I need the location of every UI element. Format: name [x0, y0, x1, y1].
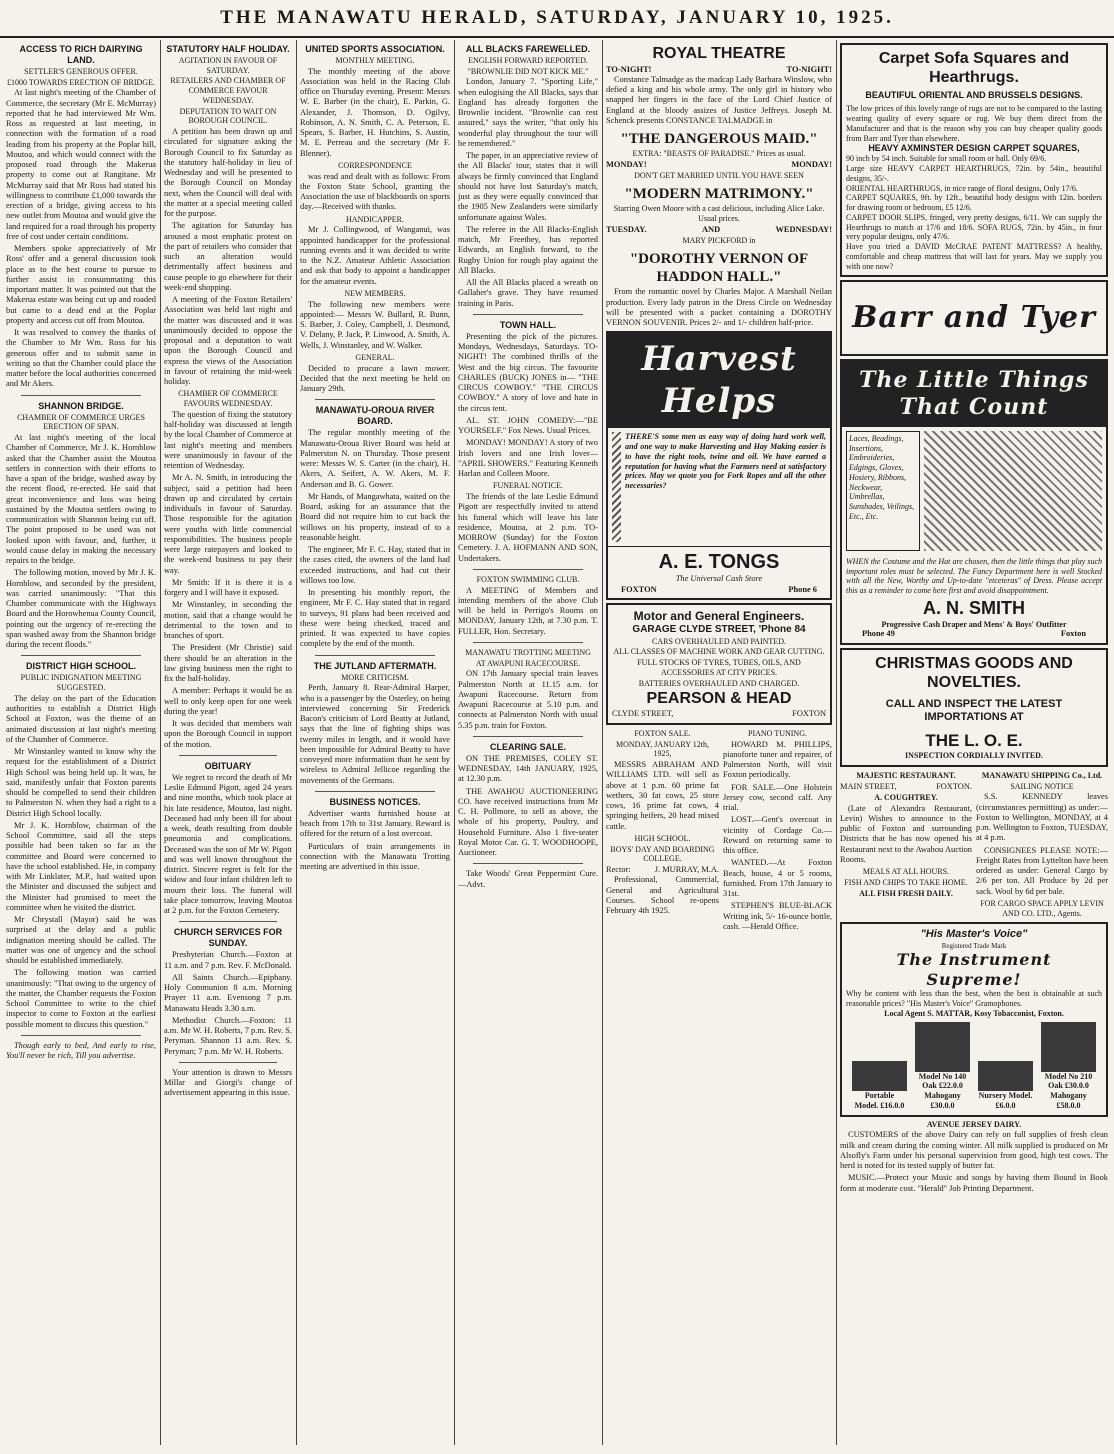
- carpet-line: Large size HEAVY CARPET HEARTHRUGS, 72in. by 54in., beautiful designs, 35/-.: [846, 164, 1102, 183]
- hmv-model: [978, 1061, 1033, 1111]
- harvest-text: THERE'S some men as easy way of doing hard work well, and one way to make Harvesting and Hay Making easier is to have the right tools, twine and oil. We have earned a reputation for having what the Farmers need at satisfactory prices. May we quote you for Fork Ropes and all the other necessaries?: [625, 432, 826, 491]
- divider: [315, 655, 435, 656]
- subheading: PUBLIC INDIGNATION MEETING SUGGESTED.: [20, 673, 142, 693]
- phonograph-icon: [915, 1022, 970, 1072]
- paragraph: Mr Smith: If it is there it is a forgery and I will have it exposed.: [164, 577, 292, 598]
- carpet-sub: BEAUTIFUL ORIENTAL AND BRUSSELS DESIGNS.: [865, 90, 1083, 101]
- column-5: [606, 40, 832, 1445]
- paragraph: Mr Chrystall (Mayor) said he was surprised at the delay and a public indignation meeting should be called. The matter was one of urgency and the school should be established immediately.: [6, 915, 156, 966]
- shipping-cargo: FOR CARGO SPACE APPLY LEVIN AND CO. LTD., Agents.: [980, 898, 1104, 918]
- paragraph: Mr J. K. Hornblow, chairman of the School Committee, said all the steps possible had been taken so far as the committee and Board were concerned to have the school established. He, in company with Mr Linklater, M.P., had waited upon the Minister and discussed the subject and the Minister had promised to meet the committee when he visited the district.: [6, 820, 156, 912]
- notices-left: [840, 770, 972, 920]
- paragraph: CONSIGNEES PLEASE NOTE:— Freight Rates from Lyttelton have been ordered as under: General Cargo by 2/6 per ton. All Produce by 2d per sack. Wool by 6d per bale.: [976, 845, 1108, 896]
- little-things-title: The Little Things That Count: [859, 367, 1089, 421]
- headline: THE JUTLAND AFTERMATH.: [313, 660, 437, 671]
- subheading: NEW MEMBERS.: [344, 288, 406, 298]
- harvest-illustration: [612, 432, 621, 542]
- hmv-title: The Instrument Supreme!: [896, 950, 1052, 989]
- paragraph: ON THE PREMISES, COLEY ST. WEDNESDAY, 14th JANUARY, 1925, at 12.30 p.m.: [458, 753, 598, 784]
- subheading: FUNERAL NOTICE.: [493, 481, 563, 491]
- teaser-line: DON'T GET MARRIED UNTIL YOU HAVE SEEN: [634, 171, 804, 181]
- paragraph: From the romantic novel by Charles Major. A Marshall Neilan production. Every lady patron in the Dress Circle on Wednesday will be presented with a packet containing a DOROTHY VERNON SOUVENIR. Prices 2/- and 1/- children half-price.: [606, 287, 832, 328]
- headline: MANAWATU-OROUA RIVER BOARD.: [315, 405, 435, 427]
- paragraph: The following motion was carried unanimously: "That owing to the urgency of the matter, the Chamber requests the Foxton School Committee to write to the chief inspector to come to Foxton at the earliest possible moment to discuss this question.": [6, 968, 156, 1029]
- phonograph-icon: [1041, 1022, 1096, 1072]
- paragraph: Presenting the pick of the pictures. Mondays, Wednesdays, Saturdays. TO-NIGHT! The combined thrills of the West and the big circus. The favourite CHARLES (BUCK) JONES in— "THE CIRCUS COWBOY." "THE CIRCUS COWBOY." A story of love and hate in the circus tent.: [458, 331, 598, 413]
- headline: SHANNON BRIDGE.: [38, 400, 124, 411]
- hmv-trademark: Registered Trade Mark: [941, 941, 1007, 950]
- paragraph: AL. ST. JOHN COMEDY:—"BE YOURSELF." Fox News. Usual Prices.: [458, 415, 598, 436]
- paragraph: MONDAY! MONDAY! A story of two Irish lovers and one Irish lover— "APRIL SHOWERS." Featuring Kenneth Harlan and Colleen Moore.: [458, 438, 598, 479]
- little-things-list: Laces, Beadings, Insertions, Embroideries, Edgings, Gloves, Hosiery, Ribbons, Neckwear, Umbrellas, Sunshades, Veilings, Etc., Etc.: [846, 431, 920, 551]
- rector-row: [606, 865, 719, 875]
- monday-right: MONDAY!: [791, 160, 832, 170]
- carpet-line: CARPET DOOR SLIPS, fringed, very pretty designs, 6/11. We can supply the Hearthrugs to match at 17/6 and 18/6. SOFA RUGS, 72in. by 45in., in four very popular designs, only 47/6.: [846, 212, 1102, 242]
- hmv-model-price: Portable Model. £16.0.0: [854, 1091, 905, 1110]
- divider: [21, 395, 141, 396]
- subheading: AGITATION IN FAVOUR OF SATURDAY.: [178, 55, 278, 75]
- carpet-ad: [840, 43, 1108, 277]
- hmv-model: [1041, 1022, 1096, 1111]
- rector-name: J. MURRAY, M.A.: [654, 865, 719, 875]
- headline: ACCESS TO RICH DAIRYING LAND.: [19, 44, 143, 65]
- divider: [21, 1035, 141, 1036]
- tonight-left: TO-NIGHT!: [606, 64, 652, 74]
- subheading: DEPUTATION TO WAIT ON BOROUGH COUNCIL.: [179, 106, 277, 126]
- subheading: £1000 TOWARDS ERECTION OF BRIDGE.: [7, 77, 155, 87]
- shipping-heading: MANAWATU SHIPPING Co., Ltd.: [981, 770, 1103, 780]
- paragraph: S.S. KENNEDY leaves (circumstances permitting) as under:— Foxton to Wellington, MONDAY, at 4 p.m. Wellington to Foxton, TUESDAY, at 4 p.m.: [976, 792, 1108, 843]
- paragraph: CUSTOMERS of the above Dairy can rely on full supplies of fresh clean milk and cream during the coming winter. All milk supplied is produced on Mr Alsofly's Farm under his personal supervision from good, high test cows. The herd is noted for its tested supply of butter fat.: [840, 1130, 1108, 1171]
- film-title: "DOROTHY VERNON OF HADDON HALL.": [629, 250, 809, 286]
- tuesday-row: [606, 225, 832, 235]
- classifieds-right: [723, 728, 832, 934]
- jersey-heading: AVENUE JERSEY DAIRY.: [926, 1119, 1022, 1129]
- carpet-text: The low prices of this lovely range of rugs are not to be compared to the lasting wearing quality of every square or rug. We buy them direct from the Manufacturer and that is the reason why you can buy cheaper quality goods from Barr and Tyer than elsewhere.: [846, 104, 1102, 143]
- majestic-meals: MEALS AT ALL HOURS.: [862, 867, 950, 877]
- paragraph: All Saints Church.—Epiphany. Holy Communion 8 a.m. Morning Prayer 11 a.m. Evensong 7 p.m. Manawatu Heads 3.30 a.m.: [164, 972, 292, 1013]
- barr-tyer-logo-block: [840, 280, 1108, 356]
- column-2: [164, 40, 292, 1445]
- paragraph: The President (Mr Christie) said there should be an alteration in the law giving business men the right to fix the half-holiday.: [164, 643, 292, 684]
- classifieds-left: [606, 728, 719, 934]
- paragraph: The engineer, Mr F. C. Hay, stated that in the cases cited, the owners of the land had exceeded instructions, and had cut their willows too low.: [300, 545, 450, 585]
- carpet-line: Have you tried a DAVID McCRAE PATENT MATTRESS? A healthy, comfortable and cheap mattress that will last for years. May we supply you with one now?: [846, 242, 1102, 271]
- motor-line: FULL STOCKS OF TYRES, TUBES, OILS, AND ACCESSORIES AT CITY PRICES.: [637, 658, 801, 677]
- carpet-line: CARPET SQUARES, 9ft. by 12ft., beautiful body designs with 12in. borders for drawing room or bedroom, £5 12/6.: [846, 193, 1102, 213]
- harvest-helps-ad: [606, 331, 832, 599]
- paragraph: Take Woods' Great Peppermint Cure.—Advt.: [458, 869, 598, 889]
- paragraph: The following new members were appointed:— Messrs W. Bullard, R. Bunn, S. Barber, J. Coley, Campbell, J. Desmond, V. Delany, P. Jack, P. Linwood, A. Smith, A. Wells, J. Winstanley, and W. Walker.: [300, 299, 450, 350]
- divider: [179, 1062, 277, 1063]
- hmv-model: [915, 1022, 970, 1111]
- monday-row: [606, 160, 832, 170]
- majestic-heading: MAJESTIC RESTAURANT.: [856, 770, 956, 780]
- harvest-title: Harvest Helps: [641, 339, 797, 421]
- headline: CLEARING SALE.: [489, 741, 566, 752]
- divider: [473, 863, 583, 864]
- divider: [473, 736, 583, 737]
- paragraph: Starring Owen Moore with a cast delicious, including Alice Lake. Usual prices.: [613, 204, 825, 224]
- column-rule: [602, 40, 603, 1445]
- headline: STATUTORY HALF HOLIDAY.: [166, 44, 290, 54]
- majestic-town: FOXTON.: [936, 781, 972, 791]
- headline: OBITUARY: [204, 760, 252, 771]
- subheading: RETAILERS AND CHAMBER OF COMMERCE FAVOUR WEDNESDAY.: [170, 76, 286, 105]
- notices: [840, 770, 1108, 920]
- paragraph: LOST.—Gent's overcoat in vicinity of Cordage Co.—Reward on returning same to this office.: [723, 815, 832, 856]
- barr-tyer-logo: Barr and Tyer: [852, 300, 1096, 336]
- hmv-model-price: Model No 140 Oak £22.0.0 Mahogany £30.0.0: [918, 1071, 967, 1110]
- classifieds: [606, 728, 832, 934]
- subheading: FOXTON SWIMMING CLUB.: [476, 574, 580, 584]
- majestic-fish: FISH AND CHIPS TO TAKE HOME.: [844, 877, 968, 887]
- paragraph: Members spoke appreciatively of Mr Ross' offer and a general discussion took place as to the best course to pursue to further assist in consummating this important matter. It was pointed out that the Makerua estate was being cut up and roaded but came to a dead end at the Poplar property and access cut off from Moutoa.: [6, 244, 156, 325]
- masthead: [0, 0, 1114, 38]
- carpet-line: ORIENTAL HEARTHRUGS, in nice range of floral designs, Only 17/6.: [846, 183, 1078, 193]
- carpet-title: Carpet Sofa Squares and Hearthrugs.: [878, 50, 1070, 87]
- star-line: MARY PICKFORD in: [682, 236, 756, 246]
- majestic-name: A. COUGHTREY.: [874, 792, 938, 802]
- smith-name: A. N. SMITH: [923, 597, 1025, 618]
- paragraph: Professional, Commercial, General and Agricultural Courses. School re-opens February 4th 1925.: [606, 875, 719, 916]
- christmas-firm: THE L. O. E.: [925, 730, 1023, 750]
- paragraph: Methodist Church.—Foxton: 11 a.m. Mr W. H. Roberts, 7 p.m. Rev. S. Peryman. Shannon 11 a.m. Rev. S. Peryman; 7 p.m. Mr W. H. Roberts.: [164, 1015, 292, 1056]
- paragraph: HOWARD M. PHILLIPS, pianoforte tuner and repairer, of Palmerston North, will visit Foxton periodically.: [723, 739, 832, 780]
- paragraph: MESSRS ABRAHAM AND WILLIAMS LTD. will sell as above at 1 p.m. 60 prime fat wethers, 30 fat cows, 25 store cows, 16 prime fat cows, 4 springing heifers, 20 head mixed cattle.: [606, 760, 719, 831]
- phonograph-icon: [978, 1061, 1033, 1091]
- headline: CHURCH SERVICES FOR SUNDAY.: [173, 927, 283, 949]
- subheading: GENERAL.: [355, 352, 395, 362]
- headline: TOWN HALL.: [499, 319, 557, 330]
- harvest-banner: [608, 333, 830, 428]
- headline: UNITED SPORTS ASSOCIATION.: [305, 44, 445, 54]
- paragraph: The referee in the All Blacks-English match, Mr Freethey, has reported Edwards, an English forward, to the Rugby Union for rough play against the All Blacks.: [458, 224, 598, 275]
- headline: BUSINESS NOTICES.: [329, 796, 421, 807]
- divider: [179, 755, 277, 756]
- paragraph: It was decided that members wait upon the Borough Council in support of the motion.: [164, 719, 292, 749]
- paragraph: The friends of the late Leslie Edmund Pigott are respectfully invited to attend his funeral which will leave his late residence, Moutoa, at 2 p.m. TO-MORROW (Sunday) for the Foxton Cemetery. J. A. HOFMANN AND SON, Undertakers.: [458, 492, 598, 563]
- paragraph: The agitation for Saturday has aroused a most emphatic protest on the part of retailers who consider that such an alteration would detrimentally affect business and cause people to go elsewhere for their week-end shopping.: [164, 221, 292, 292]
- paragraph: London, January 7. "Sporting Life," when eulogising the All Blacks, says that England has already forgotten the Brownlie incident. "Brownlie can rest assured," says the writer, "that only his wonderful play throughout the tour will be remembered.": [458, 77, 598, 148]
- paragraph: At last night's meeting of the local Chamber of Commerce, Mr J. K. Hornblow asked that the Chamber assist the Moutoa settlers in connection with their efforts to have a span of the bridge, washed away by the recent flood, re-erected. He said that great inconvenience and loss was being sustained by the Moutoa settlers owing to communication with Shannon being cut off. The point proposed to be used was not looked upon with favour, and, further, it would cause delay in making the necessary repairs to the bridge.: [6, 433, 156, 566]
- paragraph: All the All Blacks placed a wreath on Gallaher's grave. They have resumed training in Paris.: [458, 278, 598, 308]
- tongs-name: A. E. TONGS: [658, 551, 780, 574]
- paragraph: The question of fixing the statutory half-holiday was discussed at length by the local Chamber of Commerce at last night's meeting and members were unanimously in favour of the retention of Wednesday.: [164, 409, 292, 471]
- paragraph: Decided to procure a lawn mower. Decided that the next meeting be held on January 29th.: [300, 363, 450, 394]
- tongs-phone: Phone 6: [788, 584, 817, 594]
- motor-firm: PEARSON & HEAD: [646, 690, 792, 708]
- paragraph: ON 17th January special train leaves Palmerston North at 11.15 a.m. for Awapuni Racecourse. Return from Awapuni Racecourse at 5.10 p.m. and connects at Palmerston North with usual 5.35 p.m. train for Foxton.: [458, 669, 598, 730]
- headline: ALL BLACKS FAREWELLED.: [465, 44, 591, 54]
- sale-date: MONDAY, JANUARY 12th, 1925,: [615, 739, 710, 759]
- rector-label: Rector:: [606, 865, 631, 875]
- subheading: AT AWAPUNI RACECOURSE.: [475, 658, 581, 668]
- harvest-body: [608, 428, 830, 546]
- advertise-verse: Though early to bed, And early to rise, You'll never be rich, Till you advertise.: [6, 1040, 156, 1061]
- subheading: HANDICAPPER.: [345, 214, 404, 224]
- paragraph: Mr Winstanley, in seconding the motion, said that a change would be detrimental to the town and to branches of sport.: [164, 600, 292, 641]
- hmv-models: [846, 1022, 1102, 1111]
- and-label: AND: [701, 224, 721, 234]
- subheading: ENGLISH FORWARD REPORTED.: [468, 55, 588, 65]
- carpet-heading: HEAVY AXMINSTER DESIGN CARPET SQUARES,: [868, 143, 1080, 154]
- paragraph: Your attention is drawn to Messrs Millar and Giorgi's change of advertisement appearing in this issue.: [164, 1067, 292, 1098]
- column-4: [458, 40, 598, 1445]
- school-sub: BOYS' DAY AND BOARDING COLLEGE.: [610, 844, 715, 864]
- school-heading: HIGH SCHOOL.: [634, 833, 691, 843]
- majestic-address: [840, 782, 972, 792]
- subheading: "BROWNLIE DID NOT KICK ME.": [467, 66, 589, 76]
- subheading: SETTLER'S GENEROUS OFFER.: [24, 66, 138, 76]
- motor-line: BATTERIES OVERHAULED AND CHARGED.: [638, 678, 800, 688]
- paragraph: The monthly meeting of the above Association was held in the Racing Club office on Thursday evening. Present: Messrs W. E. Barber (in the chair), E. Parkin, G. Alexander, J. Thomson, D. Ogilvy, Robinson, A. N. Smith, C. A. Peterson, E. Spears, S. Barber, H. Hutchins, S. Austin, M. E. Perreau and the secretary (Mr F. Blenner).: [300, 66, 450, 158]
- subheading: MORE CRITICISM.: [341, 672, 409, 682]
- wednesday-label: WEDNESDAY!: [775, 224, 832, 234]
- paragraph: Constance Talmadge as the madcap Lady Barbara Winslow, who defied a king and his whole army. The only girl in history who snapped her fingers in the face of the Lord Chief Justice of England at the bloody assizes of Justice Jeffreys. Joseph M. Schenck presents CONSTANCE TALMADGE in: [606, 74, 832, 125]
- paragraph: (Late of Alexandra Restaurant, Levin) Wishes to announce to the public of Foxton and surrounding Districts that he has now opened his Restaurant next to the Awahou Auction Rooms.: [840, 803, 972, 864]
- column-rule: [160, 40, 161, 1445]
- little-things-ad: [840, 359, 1108, 644]
- hmv-agent: Local Agent S. MATTAR, Kosy Tobacconist, Foxton.: [884, 1008, 1064, 1018]
- smith-footer: [842, 629, 1106, 642]
- hmv-text: Why be content with less than the best, when the best is obtainable at such reasonable prices? "His Master's Voice" Gramophones.: [846, 989, 1102, 1009]
- motor-engineers-ad: [606, 603, 832, 725]
- little-things-text: WHEN the Costume and the Hat are chosen, then the little things that play such important roles must be selected. The Fancy Department here is well Stocked with all the New, Worthy and Up-to-date "etceteras" of Dress. Please accept this as a reminder to come here first and avoid disappointment.: [846, 556, 1102, 596]
- divider: [315, 791, 435, 792]
- paragraph: The regular monthly meeting of the Manawatu-Oroua River Board was held at Palmerston N. on Thursday. Those present were: Messrs W. S. Carter (in the chair), H. Akers, A. Seifert, A. W. Akers, M. F. Anderson and B. G. Gower.: [300, 428, 450, 489]
- paragraph: The paper, in an appreciative review of the All Blacks' tour, states that it will always be firmly convinced that England should not have lost Saturday's match, just as they were equally convinced that the 1905 New Zealanders were similarly unfortunate against Wales.: [458, 151, 598, 222]
- paragraph: Advertiser wants furnished house at beach from 17th to 31st January. Reward is offered for the return of a lost overcoat.: [300, 808, 450, 839]
- paragraph: At last night's meeting of the Chamber of Commerce, the secretary (Mr E. McMurray) reported that he had interviewed Mr Wm. Ross as requested at last meeting, in connection with the formation of a road leading from his property at the Poplar hill, Moutoa, and which would connect with the proposed road through the Makerua property to come out at Rangitane. Mr McMurray said that Mr Ross had stated his willingness to contribute £1,000 towards the erection of a bridge, giving access to his new outlet from Moutoa and would give the land required for a road through his property free of cost under certain conditions.: [6, 88, 156, 241]
- motor-town: FOXTON: [792, 708, 826, 718]
- subheading: MANAWATU TROTTING MEETING: [465, 647, 591, 657]
- tongs-location: FOXTON: [621, 584, 657, 594]
- tonight-right: TO-NIGHT!: [786, 64, 832, 74]
- film-title: "MODERN MATRIMONY.": [624, 186, 814, 203]
- extra-line: EXTRA: "BEASTS OF PARADISE." Prices as usual.: [632, 149, 806, 159]
- paragraph: Mr A. N. Smith, in introducing the subject, said a petition had been drawn up and circulated by certain individuals in favour of Saturday. Those responsible for the agitation were youths with little commercial responsibilities. The business people were large ratepayers and looked to the week-end business to pay their way.: [164, 473, 292, 575]
- paragraph: Mr J. Collingwood, of Wanganui, was appointed handicapper for the professional running events and it was decided to write to the N.Z. Amateur Athletic Association and ask that body to appoint a handicapper for the amateur events.: [300, 225, 450, 286]
- film-title: "THE DANGEROUS MAID.": [620, 131, 818, 148]
- hmv-ad: [840, 922, 1108, 1116]
- paragraph: A petition has been drawn up and circulated for signature asking the Borough Council to fix Saturday as the statutory half-holiday in lieu of Wednesday and will be presented to the Borough Council on Monday next, when the Council will deal with the matter at a special meeting called for the purpose.: [164, 127, 292, 219]
- subheading: CHAMBER OF COMMERCE FAVOURS WEDNESDAY.: [178, 389, 278, 409]
- notices-right: [976, 770, 1108, 920]
- little-things-banner: [842, 361, 1106, 427]
- smith-town: Foxton: [1060, 629, 1086, 639]
- paragraph: The delay on the part of the Education authorities to establish a District High School at Foxton, was the theme of an animated discussion at last night's meeting of the Chamber of Commerce.: [6, 693, 156, 744]
- motor-title: Motor and General Engineers.: [633, 608, 805, 623]
- paragraph: In presenting his monthly report, the engineer, Mr F. C. Hay stated that in regard to surveys, 91 plans had been received and these were being checked, traced and printed. It was expected to have copies complete by the end of the month.: [300, 588, 450, 649]
- tuesday-label: TUESDAY.: [606, 224, 647, 234]
- paragraph: It was resolved to convey the thanks of the Chamber to Mr Wm. Ross for his generous offer and to submit same in writing so that the Chamber could place the matter before the local authorities concerned and Mr Akers.: [6, 328, 156, 389]
- motor-address: GARAGE CLYDE STREET, 'Phone 84: [632, 623, 806, 635]
- majestic-fish-fresh: ALL FISH FRESH DAILY.: [859, 888, 953, 898]
- divider: [179, 921, 277, 922]
- paragraph: FOR SALE.—One Holstein Jersey cow, second calf. Any trial.: [723, 782, 832, 813]
- subheading: MONTHLY MEETING.: [335, 55, 415, 65]
- tongs-row: [611, 585, 827, 595]
- divider: [315, 399, 435, 400]
- paragraph: Mr Hands, of Mangawhata, waited on the Board, asking for an assurance that the Board did not require him to cut back the willows on his property, instead of to a reasonable height.: [300, 491, 450, 542]
- tongs-block: [608, 546, 830, 598]
- column-6: [840, 40, 1108, 1445]
- carpet-line: 90 inch by 54 inch. Suitable for small room or hall. Only 69/6.: [846, 154, 1047, 164]
- column-1: [6, 40, 156, 1445]
- paragraph: WANTED.—At Foxton Beach, house, 4 or 5 rooms, furnished. From 17th January to 31st.: [723, 858, 832, 899]
- sale-heading: FOXTON SALE.: [634, 728, 691, 738]
- paragraph: A MEETING of Members and intending members of the above Club will be held in Perrigo's Rooms on MONDAY, January 12th, at 7.30 p.m. T. FULLER, Hon. Secretary.: [458, 585, 598, 636]
- paragraph: A member: Perhaps it would be as well to only keep open for one week during the year!: [164, 686, 292, 716]
- divider: [473, 569, 583, 570]
- motor-line: ALL CLASSES OF MACHINE WORK AND GEAR CUTTING.: [613, 647, 825, 657]
- paragraph: Presbyterian Church.—Foxton at 11 a.m. and 7 p.m. Rev. F. McDonald.: [164, 950, 292, 970]
- hmv-model: [852, 1061, 907, 1111]
- divider: [473, 314, 583, 315]
- smith-phone: Phone 49: [862, 629, 895, 639]
- theatre-title: ROYAL THEATRE: [652, 45, 786, 62]
- christmas-invite: INSPECTION CORDIALLY INVITED.: [905, 751, 1043, 761]
- motor-line: CARS OVERHAULED AND PAINTED.: [652, 636, 786, 646]
- paragraph: A meeting of the Foxton Retailers' Association was held last night and the matter was discussed and it was unanimously decided to oppose the proposal and a deputation to wait upon the Borough Council and express the views of the Association in favour of retaining the mid-week holiday.: [164, 295, 292, 387]
- christmas-ad: [840, 648, 1108, 767]
- tuning-heading: PIANO TUNING.: [748, 728, 807, 738]
- christmas-title: CHRISTMAS GOODS AND NOVELTIES.: [875, 654, 1073, 691]
- phonograph-icon: [852, 1061, 907, 1091]
- paragraph: Mr Winstanley wanted to know why the request for the establishment of a District High School was being held up. It was, he said, manifestly unfair that Foxton parents should be compelled to send their children to Palmerston N. when they had a right to a District High School locally.: [6, 747, 156, 818]
- paragraph: MUSIC.—Protect your Music and songs by having them Bound in Book form at moderate cost. "Herald" Job Printing Department.: [840, 1173, 1108, 1193]
- little-things-illustration: [924, 431, 1102, 551]
- motor-street: CLYDE STREET,: [612, 708, 674, 718]
- hmv-model-price: Model No 210 Oak £30.0.0 Mahogany £58.0.0: [1044, 1071, 1093, 1110]
- monday-left: MONDAY!: [606, 160, 647, 170]
- paragraph: Perth, January 8. Rear-Admiral Harper, who is a passenger by the Osterley, on being interviewed concerning Sir Frederick Bacon's criticism of Lord Beatty at Jutland, says that the line of fighting ships was twenty miles in length, and it would have been impossible for Admiral Beatty to have conveyed more information than he sent by wireless to Admiral Jellicoe regarding the movements of the Germans.: [300, 683, 450, 785]
- hmv-model-price: Nursery Model. £6.0.0: [978, 1091, 1033, 1110]
- tongs-sub: The Universal Cash Store: [675, 574, 763, 584]
- paragraph: The following motion, moved by Mr J. K. Hornblow, and seconded by the president, was carried unanimously: "That this Chamber communicate with the Highways Board and the Horowhenua County Council, pointing out the urgency of re-erecting the span washed away from the Shannon bridge during the recent floods.": [6, 568, 156, 650]
- majestic-street: MAIN STREET,: [840, 781, 897, 791]
- christmas-sub: CALL AND INSPECT THE LATEST IMPORTATIONS AT: [885, 697, 1063, 724]
- column-rule: [454, 40, 455, 1445]
- divider: [21, 655, 141, 656]
- subheading: CHAMBER OF COMMERCE URGES ERECTION OF SPAN.: [17, 412, 145, 432]
- column-rule: [296, 40, 297, 1445]
- paragraph: We regret to record the death of Mr Leslie Edmund Pigott, aged 24 years and nine months, which took place at his late residence, Moutoa, last night. Deceased had only been ill for about a week, death resulting from double pneumonia and complications. Deceased was the son of Mr W. Pigott and was well known throughout the district. Sincere regret is felt for the widow and four infant children left to mourn their loss. The funeral will take place tomorrow, leaving Moutoa at 2 p.m. for the Foxton Cemetery.: [164, 772, 292, 916]
- hmv-label: "His Master's Voice": [920, 928, 1028, 941]
- little-things-body: [842, 427, 1106, 555]
- subheading: CORRESPONDENCE: [338, 160, 412, 170]
- paragraph: Particulars of train arrangements in connection with the Manawatu Trotting meeting are advertised in this issue.: [300, 841, 450, 872]
- paragraph: STEPHEN'S BLUE-BLACK Writing ink, 5/- 16-ounce bottle, cash. —Herald Office.: [723, 901, 832, 931]
- newspaper-title: THE MANAWATU HERALD, SATURDAY, JANUARY 10, 1925.: [220, 7, 894, 28]
- shipping-sub: SAILING NOTICE: [1010, 781, 1074, 791]
- motor-footer: [612, 709, 826, 719]
- paragraph: THE AWAHOU AUCTIONEERING CO. have received instructions from Mr C. H. Pollmore, to sell as above, the whole of his property, Poultry, and Household Furniture. Also 1 five-seater Royal Motor Car. G. T. WOODHOOPE, Auctioneer.: [458, 786, 598, 858]
- tonight-row: [606, 65, 832, 75]
- paragraph: was read and dealt with as follows: From the Foxton State School, granting the Association the use of blackboards on sports day.—Received with thanks.: [300, 171, 450, 212]
- column-rule: [836, 40, 837, 1445]
- divider: [473, 642, 583, 643]
- column-3: [300, 40, 450, 1445]
- smith-sub: Progressive Cash Draper and Mens' & Boys' Outfitter: [881, 619, 1067, 629]
- headline: DISTRICT HIGH SCHOOL.: [26, 661, 136, 672]
